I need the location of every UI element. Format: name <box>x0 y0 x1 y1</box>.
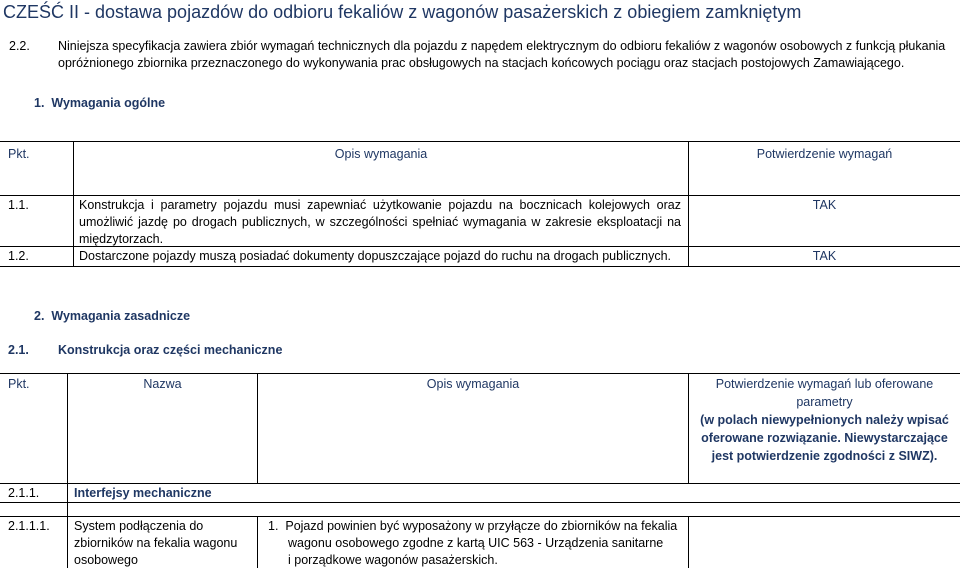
header-line: parametry <box>796 395 853 409</box>
col-header-potwierdzenie <box>689 376 960 465</box>
header-line: (w polach niewypełnionych należy wpisać <box>700 413 949 427</box>
subsection-number: 2.1. <box>8 343 29 357</box>
col-header-pkt: Pkt. <box>8 147 30 161</box>
row-confirmation: TAK <box>812 198 837 212</box>
table-border-top <box>0 141 960 142</box>
col-header-opis: Opis wymagania <box>426 377 520 391</box>
table-border-row <box>0 516 960 517</box>
row-name-line: zbiorników na fekalia wagonu <box>74 536 238 550</box>
subsection-title: Konstrukcja oraz części mechaniczne <box>58 343 283 357</box>
row-desc-line: i porządkowe wagonów pasażerskich. <box>288 553 498 567</box>
col-header-nazwa: Nazwa <box>143 377 182 391</box>
row-name-line: System podłączenia do <box>74 519 204 533</box>
table-border-header-bottom <box>0 483 960 484</box>
row-desc-line: 1. Pojazd powinien być wyposażony w przyłącze do zbiorników na fekalia <box>268 519 678 533</box>
row-text-line: Konstrukcja i parametry pojazdu musi zapewniać użytkowanie pojazdu na bocznicach kolejowych oraz <box>79 198 681 212</box>
section-1-heading: 1. Wymagania ogólne <box>34 96 166 110</box>
col-header-potwierdzenie: Potwierdzenie wymagań <box>756 147 893 161</box>
intro-line-2: opróżnionego zbiornika przeznaczonego do wykonywania prac obsługowych na stacjach końcowych pociągu oraz stacjach postojowych Zamawiającego. <box>58 56 905 70</box>
group-pkt: 2.1.1. <box>8 486 40 500</box>
row-pkt: 1.1. <box>8 198 29 212</box>
row-confirmation: TAK <box>812 249 837 263</box>
intro-line-1: Niniejsza specyfikacja zawiera zbiór wymagań technicznych dla pojazdu z napędem elektrycznym do odbioru fekaliów z wagonów osobowych z funkcją płukania <box>58 39 946 53</box>
table-col-divider <box>67 373 68 568</box>
header-line: Potwierdzenie wymagań lub oferowane <box>715 377 934 391</box>
header-line: jest potwierdzenie zgodności z SIWZ). <box>711 449 938 463</box>
row-desc-line: wagonu osobowego zgodne z kartą UIC 563 - Urządzenia sanitarne <box>288 536 664 550</box>
group-name: Interfejsy mechaniczne <box>74 486 212 500</box>
row-text-line: międzytorzach. <box>79 232 164 246</box>
table-border-top <box>0 373 960 374</box>
row-name-line: osobowego <box>74 553 138 567</box>
row-text-line: umożliwić jazdę po drogach publicznych, w szczególności spełniać wymagania w zakresie eksploatacji na <box>79 215 681 229</box>
section-2-heading: 2. Wymagania zasadnicze <box>34 309 191 323</box>
col-header-pkt: Pkt. <box>8 377 30 391</box>
table-col-divider <box>688 516 689 568</box>
row-text-line: Dostarczone pojazdy muszą posiadać dokumenty dopuszczające pojazd do ruchu na drogach publicznych. <box>79 249 672 263</box>
table-border-header-bottom <box>0 195 960 196</box>
table-border-group <box>0 502 960 503</box>
col-header-opis: Opis wymagania <box>334 147 428 161</box>
header-line: oferowane rozwiązanie. Niewystarczające <box>701 431 948 445</box>
table-col-divider <box>257 516 258 568</box>
intro-number: 2.2. <box>9 39 30 53</box>
row-pkt: 2.1.1.1. <box>8 519 50 533</box>
row-pkt: 1.2. <box>8 249 29 263</box>
table-border-bottom <box>0 266 960 267</box>
page-title: CZEŚĆ II - dostawa pojazdów do odbioru fekaliów z wagonów pasażerskich z obiegiem zamkniętym <box>3 2 802 22</box>
